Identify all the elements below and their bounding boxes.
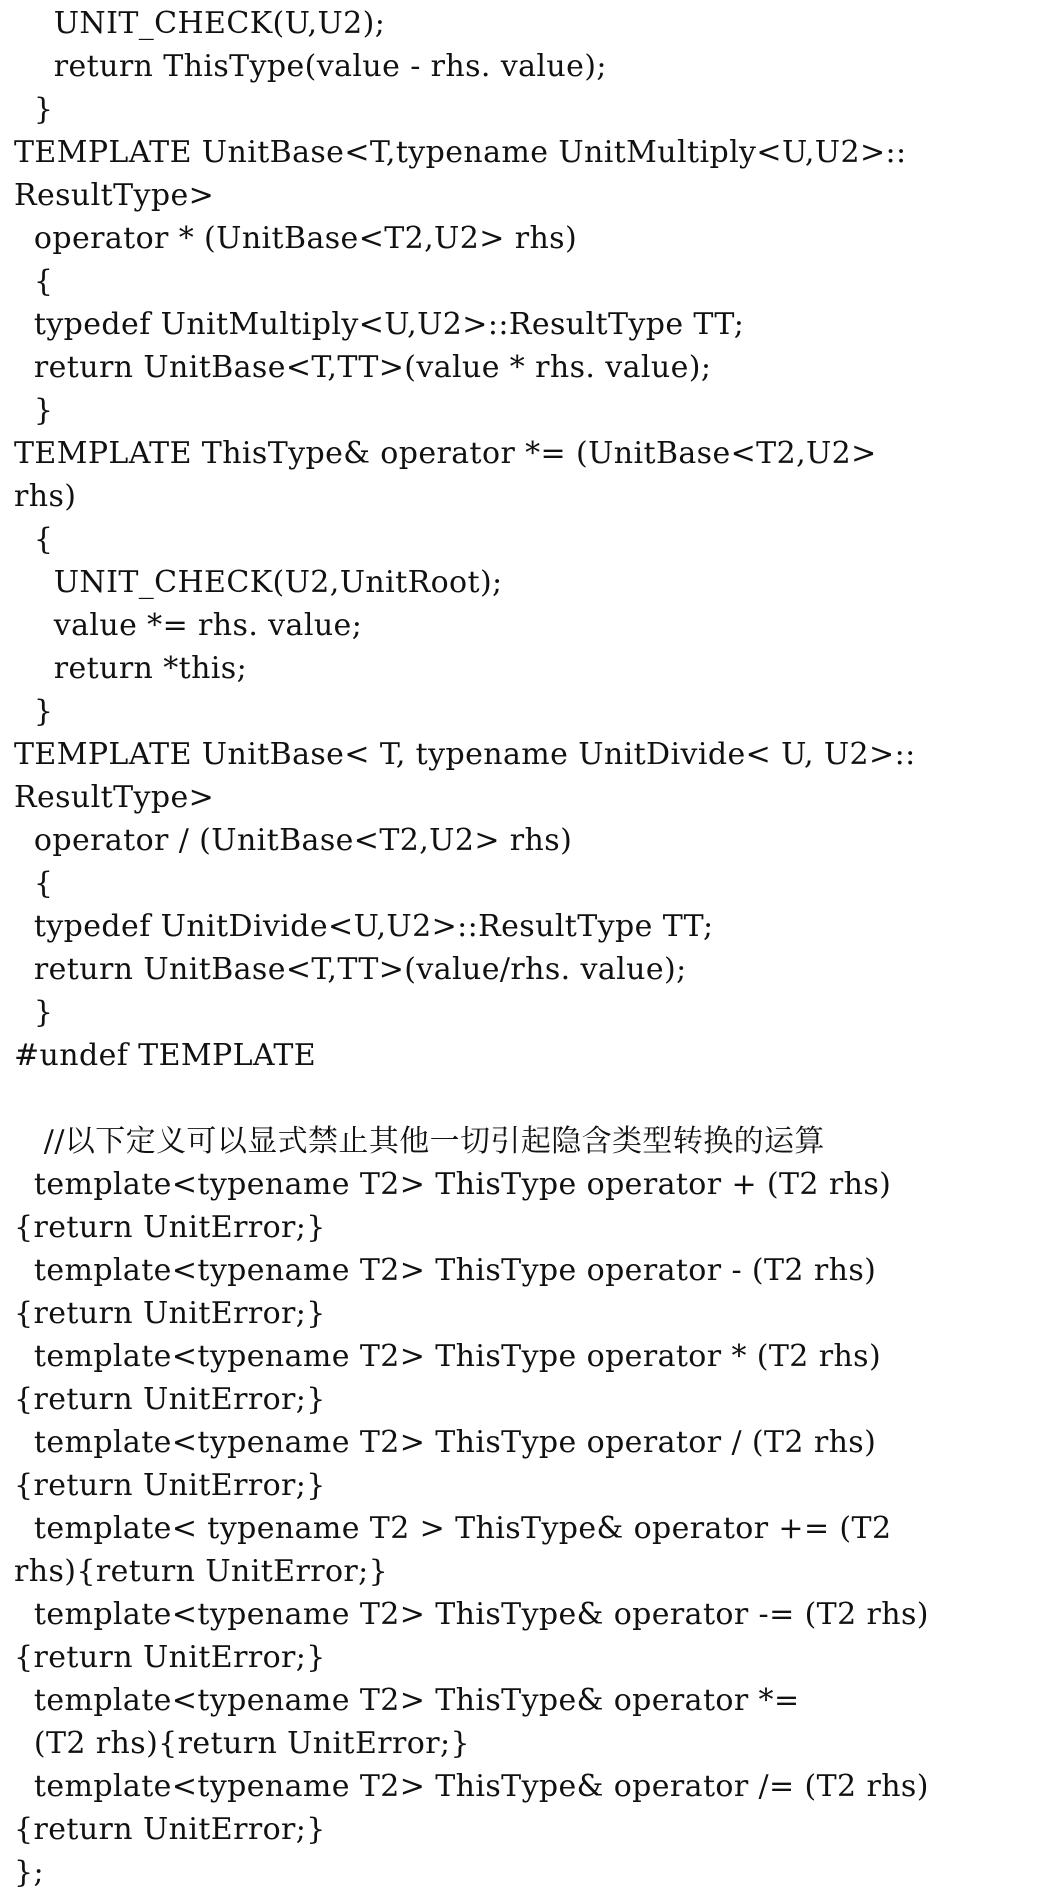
code-line: } [14, 995, 54, 1030]
code-line: return ThisType(value - rhs. value); [14, 49, 607, 84]
code-line: TEMPLATE UnitBase< T, typename UnitDivide< U, U2>:: [14, 737, 916, 772]
code-line: } [14, 393, 54, 428]
code-line: {return UnitError;} [14, 1382, 326, 1417]
code-line: UNIT_CHECK(U,U2); [14, 6, 386, 41]
code-line: } [14, 92, 54, 127]
code-line: return UnitBase<T,TT>(value/rhs. value); [14, 952, 687, 987]
code-line: template< typename T2 > ThisType& operator += (T2 [14, 1511, 892, 1546]
code-line: #undef TEMPLATE [14, 1038, 317, 1073]
code-line: {return UnitError;} [14, 1468, 326, 1503]
code-line: template<typename T2> ThisType operator * (T2 rhs) [14, 1339, 882, 1374]
code-line: {return UnitError;} [14, 1812, 326, 1847]
code-line: operator / (UnitBase<T2,U2> rhs) [14, 823, 573, 858]
code-line: {return UnitError;} [14, 1296, 326, 1331]
code-line: template<typename T2> ThisType operator / (T2 rhs) [14, 1425, 877, 1460]
code-line: TEMPLATE UnitBase<T,typename UnitMultiply<U,U2>:: [14, 135, 907, 170]
code-line: template<typename T2> ThisType operator - (T2 rhs) [14, 1253, 877, 1288]
code-line: rhs) [14, 479, 77, 514]
code-comment: //以下定义可以显式禁止其他一切引起隐含类型转换的运算 [14, 1124, 825, 1159]
code-line: { [14, 264, 54, 299]
code-line: return UnitBase<T,TT>(value * rhs. value); [14, 350, 712, 385]
code-line: { [14, 522, 54, 557]
code-line: { [14, 866, 54, 901]
code-line: rhs){return UnitError;} [14, 1554, 389, 1589]
code-line: template<typename T2> ThisType& operator -= (T2 rhs) [14, 1597, 929, 1632]
code-line: }; [14, 1855, 44, 1890]
code-line: template<typename T2> ThisType operator + (T2 rhs) [14, 1167, 892, 1202]
code-line: typedef UnitMultiply<U,U2>::ResultType TT; [14, 307, 745, 342]
code-line: value *= rhs. value; [14, 608, 363, 643]
code-line: template<typename T2> ThisType& operator /= (T2 rhs) [14, 1769, 929, 1804]
code-line: UNIT_CHECK(U2,UnitRoot); [14, 565, 503, 600]
code-line: return *this; [14, 651, 248, 686]
code-line: TEMPLATE ThisType& operator *= (UnitBase<T2,U2> [14, 436, 877, 471]
code-line: operator * (UnitBase<T2,U2> rhs) [14, 221, 578, 256]
code-line: } [14, 694, 54, 729]
code-line: template<typename T2> ThisType& operator *= [14, 1683, 800, 1718]
code-line: {return UnitError;} [14, 1210, 326, 1245]
code-line: typedef UnitDivide<U,U2>::ResultType TT; [14, 909, 714, 944]
code-line: ResultType> [14, 178, 215, 213]
code-line: ResultType> [14, 780, 215, 815]
code-line: {return UnitError;} [14, 1640, 326, 1675]
code-line: (T2 rhs){return UnitError;} [14, 1726, 470, 1761]
